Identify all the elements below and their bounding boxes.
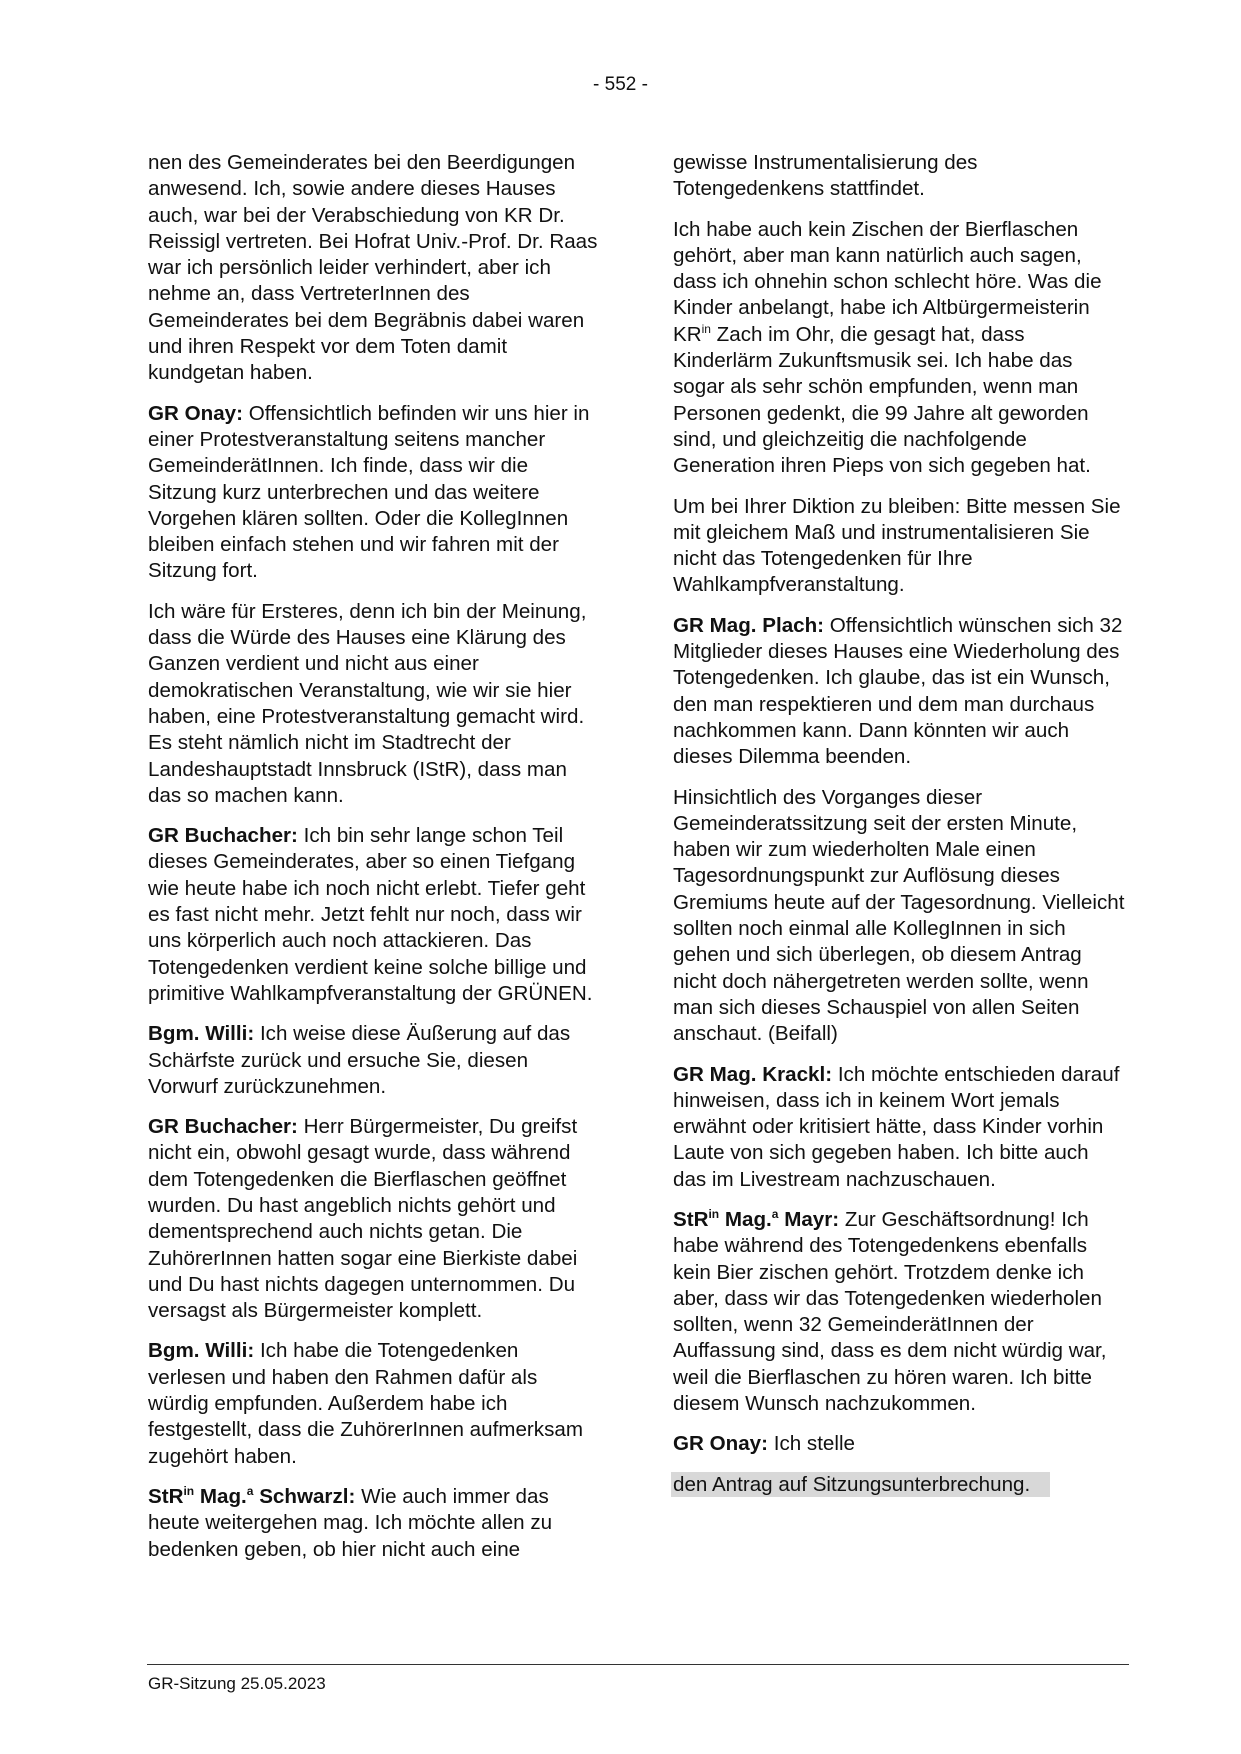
speaker-name: GR Onay: [673, 1432, 768, 1456]
speaker-title: StR [148, 1484, 184, 1508]
paragraph-text: Um bei Ihrer Diktion zu bleiben: Bitte messen Sie mit gleichem Maß und instrumentalisieren Sie nicht das Totengedenken für Ihre Wahlkampfveranstaltung. [673, 494, 1121, 597]
paragraph [673, 217, 1126, 480]
paragraph-text: Ich stelle [773, 1432, 855, 1456]
speaker-name: GR Mag. Krackl: [673, 1062, 833, 1086]
paragraph [673, 150, 1126, 203]
speaker-name: Bgm. Willi: [148, 1022, 255, 1046]
speaker-title-superscript: in [183, 1483, 195, 1498]
speaker-name: Bgm. Willi: [148, 1339, 255, 1363]
superscript: in [701, 321, 711, 336]
speaker-name: GR Onay: [148, 401, 243, 425]
paragraph [148, 599, 601, 809]
speaker-paragraph [148, 1484, 601, 1563]
paragraph-text: nen des Gemeinderates bei den Beerdigungen anwesend. Ich, sowie andere dieses Hauses auch, war bei der Verabschiedung von KR Dr. Reissigl vertreten. Bei Hofrat Univ.-Prof. Dr. Raas war ich persönlich leider verhindert, aber ich nehme an, dass VertreterInnen des Gemeinderates bei dem Begräbnis dabei waren und ihren Respekt vor dem Toten damit kundgetan haben. [148, 151, 598, 385]
speaker-name [673, 1208, 839, 1231]
speaker-paragraph [673, 613, 1126, 771]
paragraph-text: Zach im Ohr, die gesagt hat, dass Kinderlärm Zukunftsmusik sei. Ich habe das sogar als sehr schön empfunden, wenn man Personen gedenkt, die 99 Jahre alt geworden sind, und gleichzeitig die nachfolgende Generation ihren Pieps von sich gegeben hat. [673, 322, 1091, 478]
paragraph [673, 494, 1126, 599]
paragraph-text: Ich habe die Totengedenken verlesen und haben den Rahmen dafür als würdig empfunden. Außerdem habe ich festgestellt, dass die ZuhörerInnen aufmerksam zugehört haben. [148, 1339, 583, 1468]
speaker-paragraph [673, 1062, 1126, 1193]
highlighted-paragraph [673, 1472, 1126, 1498]
paragraph-text: Offensichtlich wünschen sich 32 Mitglieder dieses Hauses eine Wiederholung des Totengedenken. Ich glaube, das ist ein Wunsch, den man respektieren und dem man durchaus nachkommen kann. Dann könnten wir auch dieses Dilemma beenden. [673, 613, 1123, 769]
speaker-surname: Mayr: [778, 1207, 840, 1231]
paragraph [148, 150, 601, 387]
paragraph-text: gewisse Instrumentalisierung des Totengedenkens stattfindet. [673, 151, 978, 201]
speaker-paragraph [148, 1021, 601, 1100]
paragraph-text: Ich wäre für Ersteres, denn ich bin der Meinung, dass die Würde des Hauses eine Klärung des Ganzen verdient und nicht aus einer demokratischen Veranstaltung, wie wir sie hier haben, eine Protestveranstaltung gemacht wird. Es steht nämlich nicht im Stadtrecht der Landeshauptstadt Innsbruck (IStR), dass man das so machen kann. [148, 599, 587, 807]
speaker-surname: Schwarzl: [253, 1484, 356, 1508]
page-number: - 552 - [593, 74, 648, 95]
speaker-paragraph [673, 1207, 1126, 1417]
highlighted-text: den Antrag auf Sitzungsunterbrechung. [671, 1472, 1050, 1497]
speaker-degree: Mag. [719, 1207, 772, 1231]
paragraph-text: Zur Geschäftsordnung! Ich habe während des Totengedenkens ebenfalls kein Bier zischen gehört. Trotzdem denke ich aber, dass wir das Totengedenken wiederholen sollten, wenn 32 GemeinderätInnen der Auffassung sind, dass es dem nicht würdig war, weil die Bierflaschen zu hören waren. Ich bitte diesem Wunsch nachzukommen. [673, 1207, 1107, 1416]
paragraph-text: Ich bin sehr lange schon Teil dieses Gemeinderates, aber so einen Tiefgang wie heute habe ich noch nicht erlebt. Tiefer geht es fast nicht mehr. Jetzt fehlt nur noch, dass wir uns körperlich auch noch attackieren. Das Totengedenken verdient keine solche billige und primitive Wahlkampfveranstaltung der GRÜNEN. [148, 824, 593, 1005]
speaker-degree: Mag. [194, 1484, 247, 1508]
left-column [148, 150, 601, 1577]
paragraph-text: Herr Bürgermeister, Du greifst nicht ein, obwohl gesagt wurde, dass während dem Totengedenken die Bierflaschen geöffnet wurden. Du hast angeblich nichts gehört und dementsprechend auch nichts getan. Die ZuhörerInnen hatten sogar eine Bierkiste dabei und Du hast nichts dagegen unternommen. Du versagst als Bürgermeister komplett. [148, 1115, 578, 1323]
speaker-name: GR Mag. Plach: [673, 613, 825, 637]
footer-session-date: GR-Sitzung 25.05.2023 [148, 1674, 326, 1693]
speaker-paragraph [673, 1431, 1126, 1457]
paragraph-text: Offensichtlich befinden wir uns hier in einer Protestveranstaltung seitens mancher GemeinderätInnen. Ich finde, dass wir die Sitzung kurz unterbrechen und das weitere Vorgehen klären sollten. Oder die KollegInnen bleiben einfach stehen und wir fahren mit der Sitzung fort. [148, 401, 590, 583]
speaker-paragraph [148, 401, 601, 585]
paragraph-text: Ich habe auch kein Zischen der Bierflaschen gehört, aber man kann natürlich auch sagen, dass ich ohnehin schon schlecht höre. Was die Kinder anbelangt, habe ich Altbürgermeisterin KR [673, 217, 1102, 346]
speaker-name: GR Buchacher: [148, 824, 298, 848]
speaker-paragraph [148, 1114, 601, 1324]
paragraph [673, 785, 1126, 1048]
paragraph-text: Wie auch immer das heute weitergehen mag. Ich möchte allen zu bedenken geben, ob hier nicht auch eine [148, 1484, 553, 1561]
speaker-name: GR Buchacher: [148, 1115, 298, 1139]
speaker-title-superscript: in [708, 1206, 720, 1221]
speaker-paragraph [148, 1338, 601, 1469]
paragraph-text: Hinsichtlich des Vorganges dieser Gemeinderatssitzung seit der ersten Minute, haben wir zum wiederholten Male einen Tagesordnungspunkt zur Auflösung dieses Gremiums heute auf der Tagesordnung. Vielleicht sollten noch einmal alle KollegInnen in sich gehen und sich überlegen, ob diesem Antrag nicht doch nähergetreten werden sollte, wenn man sich dieses Schauspiel von allen Seiten anschaut. (Beifall) [673, 785, 1125, 1046]
speaker-paragraph [148, 823, 601, 1007]
footer-divider [147, 1664, 1129, 1665]
speaker-degree-superscript: a [771, 1206, 779, 1221]
right-column [673, 150, 1126, 1512]
paragraph-text: Ich möchte entschieden darauf hinweisen, dass ich in keinem Wort jemals erwähnt oder kritisiert hätte, dass Kinder vorhin Laute von sich gegeben haben. Ich bitte auch das im Livestream nachzuschauen. [673, 1062, 1120, 1191]
speaker-title: StR [673, 1207, 709, 1231]
paragraph-text: Ich weise diese Äußerung auf das Schärfste zurück und ersuche Sie, diesen Vorwurf zurückzunehmen. [148, 1022, 571, 1098]
speaker-degree-superscript: a [246, 1483, 254, 1498]
speaker-name [148, 1485, 355, 1508]
